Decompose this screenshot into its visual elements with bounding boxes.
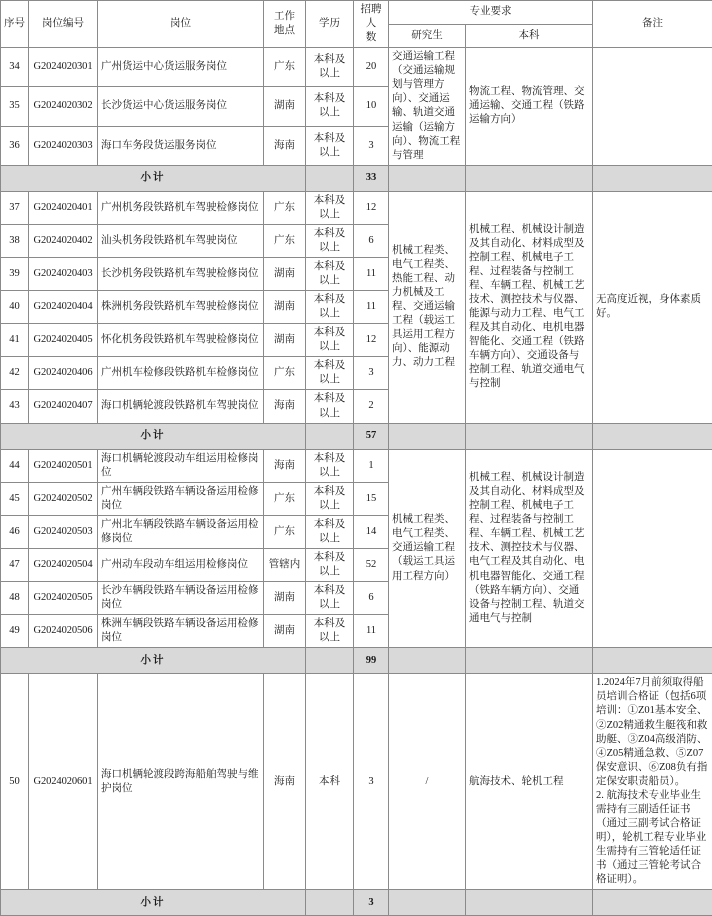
cell-graduate-major: / bbox=[389, 674, 466, 890]
cell-seq: 42 bbox=[1, 357, 29, 390]
header-count-line2: 数 bbox=[366, 32, 377, 43]
subtotal-count: 57 bbox=[354, 423, 389, 449]
cell-count: 3 bbox=[354, 126, 389, 165]
cell-location: 广东 bbox=[264, 48, 306, 87]
subtotal-blank-education bbox=[306, 165, 354, 191]
cell-post: 广州北车辆段铁路车辆设备运用检修岗位 bbox=[98, 515, 264, 548]
subtotal-label: 小计 bbox=[1, 423, 306, 449]
cell-count: 11 bbox=[354, 257, 389, 290]
cell-count: 52 bbox=[354, 548, 389, 581]
cell-seq: 34 bbox=[1, 48, 29, 87]
cell-post: 广州车辆段铁路车辆设备运用检修岗位 bbox=[98, 482, 264, 515]
cell-code: G2024020404 bbox=[29, 291, 98, 324]
cell-code: G2024020407 bbox=[29, 390, 98, 423]
cell-education: 本科及以上 bbox=[306, 48, 354, 87]
cell-code: G2024020302 bbox=[29, 87, 98, 126]
header-post: 岗位 bbox=[98, 1, 264, 48]
cell-post: 汕头机务段铁路机车驾驶岗位 bbox=[98, 224, 264, 257]
header-graduate: 研究生 bbox=[389, 24, 466, 48]
cell-post: 广州机务段铁路机车驾驶检修岗位 bbox=[98, 191, 264, 224]
cell-count: 10 bbox=[354, 87, 389, 126]
cell-post: 海口机辆轮渡段动车组运用检修岗位 bbox=[98, 449, 264, 482]
subtotal-blank-remarks bbox=[593, 648, 712, 674]
cell-education: 本科及以上 bbox=[306, 191, 354, 224]
cell-location: 广东 bbox=[264, 515, 306, 548]
cell-count: 15 bbox=[354, 482, 389, 515]
cell-location: 广东 bbox=[264, 224, 306, 257]
cell-post: 海口机辆轮渡段铁路机车驾驶岗位 bbox=[98, 390, 264, 423]
cell-count: 1 bbox=[354, 449, 389, 482]
cell-seq: 40 bbox=[1, 291, 29, 324]
cell-remarks bbox=[593, 449, 712, 648]
cell-code: G2024020504 bbox=[29, 548, 98, 581]
cell-seq: 48 bbox=[1, 582, 29, 615]
subtotal-blank-graduate bbox=[389, 165, 466, 191]
cell-education: 本科及以上 bbox=[306, 482, 354, 515]
cell-education: 本科及以上 bbox=[306, 126, 354, 165]
cell-count: 14 bbox=[354, 515, 389, 548]
cell-code: G2024020505 bbox=[29, 582, 98, 615]
subtotal-blank-remarks bbox=[593, 165, 712, 191]
subtotal-label: 小计 bbox=[1, 165, 306, 191]
cell-education: 本科及以上 bbox=[306, 449, 354, 482]
cell-code: G2024020403 bbox=[29, 257, 98, 290]
header-major-group: 专业要求 bbox=[389, 1, 593, 25]
cell-code: G2024020502 bbox=[29, 482, 98, 515]
cell-post: 长沙车辆段铁路车辆设备运用检修岗位 bbox=[98, 582, 264, 615]
cell-graduate-major: 交通运输工程（交通运输规划与管理方向）、交通运输、轨道交通运输（运输方向）、物流工程与管理 bbox=[389, 48, 466, 166]
cell-undergraduate-major: 机械工程、机械设计制造及其自动化、材料成型及控制工程、机械电子工程、过程装备与控制工程、车辆工程、机械工艺技术、测控技术与仪器、能源与动力工程、电气工程及其自动化、电机电器智能化、交通工程（铁路车辆方向）、交通设备与控制工程、轨道交通电气与控制 bbox=[466, 191, 593, 423]
header-row-1 bbox=[1, 1, 712, 25]
cell-undergraduate-major: 航海技术、轮机工程 bbox=[466, 674, 593, 890]
cell-count: 3 bbox=[354, 674, 389, 890]
subtotal-blank-remarks bbox=[593, 890, 712, 916]
cell-education: 本科及以上 bbox=[306, 224, 354, 257]
cell-graduate-major: 机械工程类、电气工程类、交通运输工程（载运工具运用工程方向） bbox=[389, 449, 466, 648]
cell-remarks: 无高度近视，身体素质好。 bbox=[593, 191, 712, 423]
subtotal-blank-education bbox=[306, 890, 354, 916]
cell-education: 本科及以上 bbox=[306, 291, 354, 324]
cell-education: 本科及以上 bbox=[306, 87, 354, 126]
cell-location: 海南 bbox=[264, 390, 306, 423]
cell-seq: 39 bbox=[1, 257, 29, 290]
cell-count: 12 bbox=[354, 191, 389, 224]
subtotal-blank-graduate bbox=[389, 423, 466, 449]
cell-post: 株洲车辆段铁路车辆设备运用检修岗位 bbox=[98, 615, 264, 648]
header-location bbox=[264, 1, 306, 48]
cell-seq: 49 bbox=[1, 615, 29, 648]
subtotal-label: 小计 bbox=[1, 648, 306, 674]
cell-post: 长沙机务段铁路机车驾驶检修岗位 bbox=[98, 257, 264, 290]
cell-location: 湖南 bbox=[264, 87, 306, 126]
cell-seq: 37 bbox=[1, 191, 29, 224]
cell-count: 6 bbox=[354, 224, 389, 257]
cell-location: 湖南 bbox=[264, 324, 306, 357]
header-location-line1: 工作 bbox=[274, 11, 295, 22]
cell-post: 广州机车检修段铁路机车检修岗位 bbox=[98, 357, 264, 390]
table-body bbox=[1, 48, 712, 916]
subtotal-blank-undergraduate bbox=[466, 165, 593, 191]
table-header bbox=[1, 1, 712, 48]
subtotal-count: 33 bbox=[354, 165, 389, 191]
cell-education: 本科及以上 bbox=[306, 582, 354, 615]
cell-code: G2024020501 bbox=[29, 449, 98, 482]
cell-seq: 46 bbox=[1, 515, 29, 548]
subtotal-row bbox=[1, 890, 712, 916]
header-education: 学历 bbox=[306, 1, 354, 48]
cell-count: 11 bbox=[354, 291, 389, 324]
cell-code: G2024020406 bbox=[29, 357, 98, 390]
table-row bbox=[1, 449, 712, 482]
subtotal-blank-remarks bbox=[593, 423, 712, 449]
cell-code: G2024020401 bbox=[29, 191, 98, 224]
cell-education: 本科及以上 bbox=[306, 548, 354, 581]
header-location-line2: 地点 bbox=[274, 25, 295, 36]
cell-count: 3 bbox=[354, 357, 389, 390]
cell-seq: 43 bbox=[1, 390, 29, 423]
cell-location: 海南 bbox=[264, 126, 306, 165]
cell-education: 本科及以上 bbox=[306, 357, 354, 390]
cell-education: 本科及以上 bbox=[306, 390, 354, 423]
cell-count: 2 bbox=[354, 390, 389, 423]
subtotal-label: 小计 bbox=[1, 890, 306, 916]
cell-count: 12 bbox=[354, 324, 389, 357]
header-undergraduate: 本科 bbox=[466, 24, 593, 48]
cell-location: 广东 bbox=[264, 482, 306, 515]
cell-education: 本科及以上 bbox=[306, 324, 354, 357]
cell-location: 湖南 bbox=[264, 582, 306, 615]
cell-seq: 36 bbox=[1, 126, 29, 165]
cell-seq: 44 bbox=[1, 449, 29, 482]
cell-education: 本科及以上 bbox=[306, 257, 354, 290]
cell-education: 本科及以上 bbox=[306, 515, 354, 548]
header-seq: 序号 bbox=[1, 1, 29, 48]
cell-location: 广东 bbox=[264, 357, 306, 390]
cell-seq: 50 bbox=[1, 674, 29, 890]
subtotal-row bbox=[1, 165, 712, 191]
cell-seq: 41 bbox=[1, 324, 29, 357]
cell-code: G2024020601 bbox=[29, 674, 98, 890]
table-row bbox=[1, 48, 712, 87]
cell-count: 20 bbox=[354, 48, 389, 87]
cell-location: 海南 bbox=[264, 674, 306, 890]
cell-seq: 47 bbox=[1, 548, 29, 581]
subtotal-row bbox=[1, 423, 712, 449]
cell-code: G2024020301 bbox=[29, 48, 98, 87]
cell-code: G2024020506 bbox=[29, 615, 98, 648]
cell-code: G2024020303 bbox=[29, 126, 98, 165]
subtotal-count: 3 bbox=[354, 890, 389, 916]
subtotal-row bbox=[1, 648, 712, 674]
cell-post: 长沙货运中心货运服务岗位 bbox=[98, 87, 264, 126]
cell-post: 海口车务段货运服务岗位 bbox=[98, 126, 264, 165]
subtotal-blank-education bbox=[306, 423, 354, 449]
cell-post: 广州货运中心货运服务岗位 bbox=[98, 48, 264, 87]
cell-post: 株洲机务段铁路机车驾驶检修岗位 bbox=[98, 291, 264, 324]
subtotal-count: 99 bbox=[354, 648, 389, 674]
subtotal-blank-education bbox=[306, 648, 354, 674]
cell-location: 海南 bbox=[264, 449, 306, 482]
cell-location: 湖南 bbox=[264, 291, 306, 324]
cell-location: 湖南 bbox=[264, 257, 306, 290]
subtotal-blank-undergraduate bbox=[466, 890, 593, 916]
subtotal-blank-undergraduate bbox=[466, 423, 593, 449]
cell-seq: 45 bbox=[1, 482, 29, 515]
header-code: 岗位编号 bbox=[29, 1, 98, 48]
cell-location: 广东 bbox=[264, 191, 306, 224]
cell-remarks: 1.2024年7月前须取得船员培训合格证（包括6项培训：①Z01基本安全、②Z02精通救生艇筏和救助艇、③Z04高级消防、④Z05精通急救、⑤Z07保安意识、⑥Z08负有指定保安职责船员）。 2. 航海技术专业毕业生需持有三副适任证书（通过三副考试合格证明），轮机工程专业毕业生需持有三管轮适任证书（通过三管轮考试合格证明）。 bbox=[593, 674, 712, 890]
cell-code: G2024020503 bbox=[29, 515, 98, 548]
header-count bbox=[354, 1, 389, 48]
subtotal-blank-undergraduate bbox=[466, 648, 593, 674]
cell-seq: 38 bbox=[1, 224, 29, 257]
cell-education: 本科及以上 bbox=[306, 615, 354, 648]
cell-location: 湖南 bbox=[264, 615, 306, 648]
subtotal-blank-graduate bbox=[389, 890, 466, 916]
table-row bbox=[1, 674, 712, 890]
cell-location: 管辖内 bbox=[264, 548, 306, 581]
cell-remarks bbox=[593, 48, 712, 166]
cell-code: G2024020402 bbox=[29, 224, 98, 257]
cell-seq: 35 bbox=[1, 87, 29, 126]
cell-post: 海口机辆轮渡段跨海船舶驾驶与维护岗位 bbox=[98, 674, 264, 890]
cell-code: G2024020405 bbox=[29, 324, 98, 357]
cell-post: 广州动车段动车组运用检修岗位 bbox=[98, 548, 264, 581]
cell-count: 6 bbox=[354, 582, 389, 615]
cell-undergraduate-major: 物流工程、物流管理、交通运输、交通工程（铁路运输方向） bbox=[466, 48, 593, 166]
subtotal-blank-graduate bbox=[389, 648, 466, 674]
cell-count: 11 bbox=[354, 615, 389, 648]
table-row bbox=[1, 191, 712, 224]
cell-undergraduate-major: 机械工程、机械设计制造及其自动化、材料成型及控制工程、机械电子工程、过程装备与控制工程、车辆工程、机械工艺技术、测控技术与仪器、电气工程及其自动化、电机电器智能化、交通工程（铁路车辆方向）、交通设备与控制工程、轨道交通电气与控制 bbox=[466, 449, 593, 648]
header-count-line1: 招聘人 bbox=[361, 4, 382, 29]
cell-education: 本科 bbox=[306, 674, 354, 890]
cell-graduate-major: 机械工程类、电气工程类、热能工程、动力机械及工程、交通运输工程（载运工具运用工程方向）、能源动力、动力工程 bbox=[389, 191, 466, 423]
cell-post: 怀化机务段铁路机车驾驶检修岗位 bbox=[98, 324, 264, 357]
header-remarks: 备注 bbox=[593, 1, 712, 48]
